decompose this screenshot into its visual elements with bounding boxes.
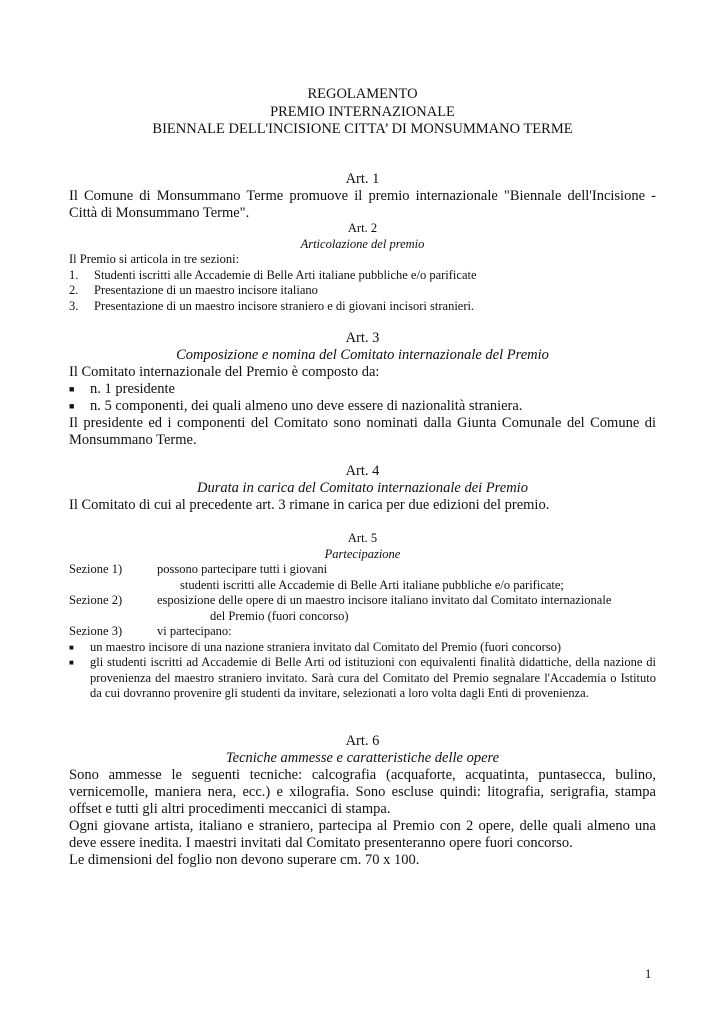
article-4-heading: Art. 4: [345, 463, 380, 479]
article-2-subtitle: Articolazione del premio: [300, 236, 425, 251]
section-3-label: Sezione 3): [69, 624, 123, 638]
article-6-paragraph-3: Le dimensioni del foglio non devono superare cm. 70 x 100.: [69, 852, 420, 868]
article-6-heading: Art. 6: [345, 733, 380, 749]
section-1-text: possono partecipare tutti i giovani: [157, 562, 328, 576]
section-2: [69, 593, 656, 609]
article-3-text: Il presidente ed i componenti del Comitato sono nominati dalla Giunta Comunale del Comune di Monsummano Terme.: [69, 415, 656, 448]
bullet-text: n. 5 componenti, dei quali almeno uno deve essere di nazionalità straniera.: [90, 398, 523, 414]
article-6: [69, 733, 656, 869]
square-bullet-icon: ■: [69, 401, 75, 411]
article-5-heading: Art. 5: [347, 531, 378, 545]
bullet-text: un maestro incisore di una nazione straniera invitato dal Comitato del Premio (fuori concorso): [90, 639, 562, 654]
bullet-item: [69, 655, 656, 702]
article-6-subtitle: Tecniche ammesse e caratteristiche delle opere: [225, 750, 500, 766]
section-3-text: vi partecipano:: [157, 624, 232, 638]
section-1: [69, 562, 656, 578]
section-1-label: Sezione 1): [69, 562, 123, 576]
header-title-1: REGOLAMENTO: [307, 86, 418, 102]
article-5: [69, 531, 656, 702]
list-item-number: 3.: [69, 298, 79, 313]
section-2-continuation: del Premio (fuori concorso): [210, 608, 349, 623]
list-item-number: 2.: [69, 283, 79, 297]
square-bullet-icon: ■: [69, 658, 74, 667]
bullet-item: [69, 640, 656, 656]
section-2-text: esposizione delle opere di un maestro incisore italiano invitato dal Comitato internazionale: [157, 593, 612, 607]
article-3-subtitle: Composizione e nomina del Comitato internazionale del Premio: [176, 347, 549, 363]
bullet-item: [69, 381, 656, 398]
bullet-text: gli studenti iscritti ad Accademie di Belle Arti od istituzioni con equivalenti finalità didattiche, della nazione di provenienza del maestro straniero invitato. Sarà cura del Comitato del Premio segnalare l'Accademia o Istituto da cui dovranno provenire gli studenti da invitare, selezionati a loro volta dagli Enti di provenienza.: [90, 655, 656, 700]
article-3-intro: Il Comitato internazionale del Premio è composto da:: [69, 364, 380, 380]
article-6-paragraph-1: Sono ammesse le seguenti tecniche: calcografia (acquaforte, acquatinta, puntasecca, bulino, vernicemolle, maniera nera, ecc.) e xilografia. Sono escluse quindi: litografia, serigrafia, stampa offset e tutti gli altri procedimenti meccanici di stampa.: [69, 767, 656, 817]
list-item: [69, 283, 656, 299]
page-number: 1: [645, 967, 652, 981]
list-item: [69, 268, 656, 284]
article-1: [69, 171, 656, 222]
article-4-text: Il Comitato di cui al precedente art. 3 rimane in carica per due edizioni del premio.: [69, 497, 550, 513]
article-1-heading: Art. 1: [345, 171, 380, 187]
list-item-number: 1.: [69, 267, 79, 282]
list-item: [69, 299, 656, 315]
section-2-label: Sezione 2): [69, 593, 123, 607]
article-3: [69, 330, 656, 449]
article-4-subtitle: Durata in carica del Comitato internazionale dei Premio: [197, 480, 528, 496]
article-2-heading: Art. 2: [347, 221, 378, 235]
section-3: [69, 624, 656, 640]
header-title-2: PREMIO INTERNAZIONALE: [270, 103, 455, 120]
article-2: [69, 221, 656, 314]
list-item-text: Presentazione di un maestro incisore straniero e di giovani incisori stranieri.: [94, 298, 475, 313]
article-3-heading: Art. 3: [345, 330, 380, 346]
article-6-paragraph-2: Ogni giovane artista, italiano e straniero, partecipa al Premio con 2 opere, delle quali almeno una deve essere inedita. I maestri invitati dal Comitato presenteranno opere fuori concorso.: [69, 818, 656, 851]
list-item-text: Studenti iscritti alle Accademie di Belle Arti italiane pubbliche e/o parificate: [94, 267, 477, 282]
list-item-text: Presentazione di un maestro incisore italiano: [94, 283, 318, 297]
bullet-item: [69, 398, 656, 415]
document-header: [69, 86, 656, 139]
article-2-intro: Il Premio si articola in tre sezioni:: [69, 252, 240, 266]
square-bullet-icon: ■: [69, 384, 75, 394]
square-bullet-icon: ■: [69, 642, 74, 652]
article-5-subtitle: Partecipazione: [324, 546, 401, 561]
article-4: [69, 463, 656, 514]
header-title-3: BIENNALE DELL'INCISIONE CITTA’ DI MONSUMMANO TERME: [152, 121, 573, 137]
article-1-text: Il Comune di Monsummano Terme promuove il premio internazionale "Biennale dell'Incisione - Città di Monsummano Terme".: [69, 188, 656, 221]
bullet-text: n. 1 presidente: [90, 381, 175, 397]
section-1-continuation: studenti iscritti alle Accademie di Belle Arti italiane pubbliche e/o parificate;: [180, 577, 564, 592]
